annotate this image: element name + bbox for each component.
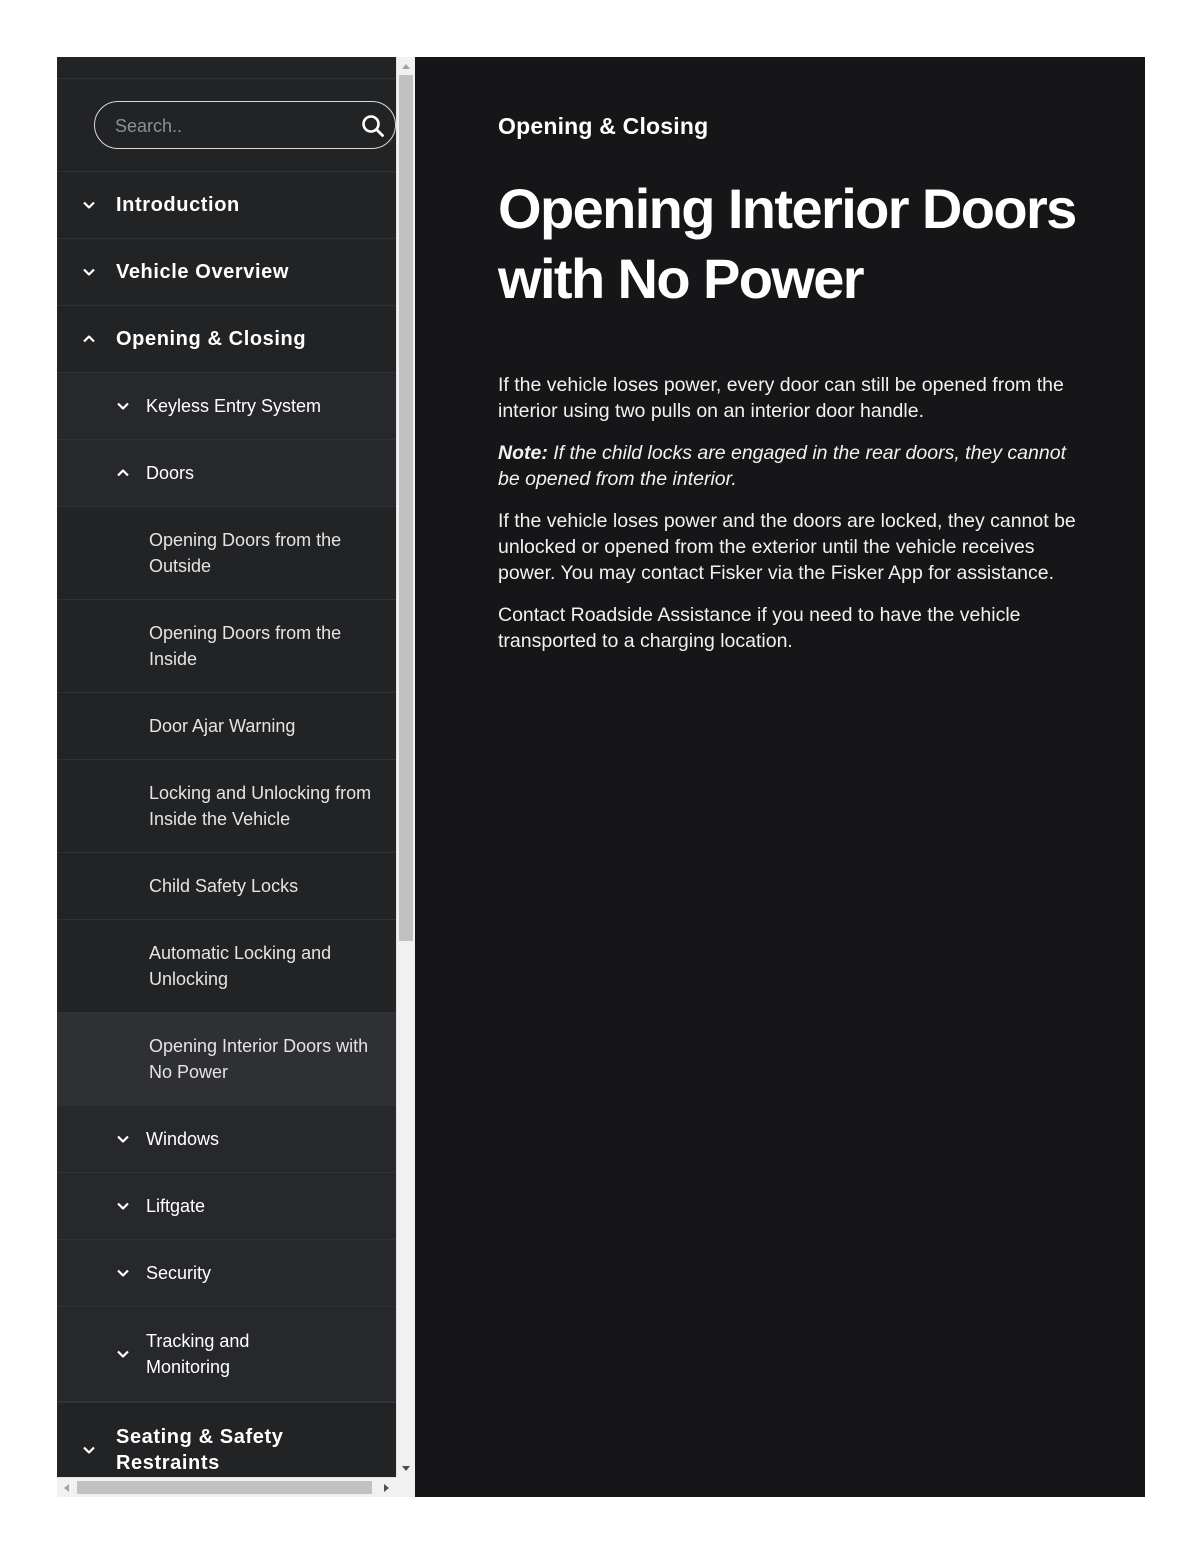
app-frame [57,57,1145,1497]
sidebar-nav [57,57,396,1477]
sidebar-page-label: Opening Interior Doors with No Power [149,1036,369,1082]
sidebar-page-locking-unlocking-inside[interactable] [57,760,396,853]
sidebar-item-label: Seating & Safety Restraints [116,1425,284,1474]
note-paragraph [498,440,1078,492]
sidebar-subitem-label: Tracking and Monitoring [146,1331,250,1377]
scroll-left-arrow-icon[interactable] [57,1478,75,1497]
sidebar-page-label: Opening Doors from the Outside [149,530,342,576]
sidebar-page-automatic-locking[interactable] [57,920,396,1013]
sidebar-subitem-label: Doors [146,463,195,483]
chevron-up-icon [115,465,131,481]
sidebar-item-opening-closing[interactable] [57,306,396,373]
vertical-scroll-thumb[interactable] [399,75,413,941]
scroll-down-arrow-icon[interactable] [397,1460,415,1477]
search-input[interactable] [113,112,347,140]
sidebar-vertical-scrollbar[interactable] [396,57,415,1477]
paragraph-roadside: Contact Roadside Assistance if you need to have the vehicle transported to a charging location. [498,604,1021,652]
sidebar-top-strip [57,57,396,79]
note-label: Note: [498,442,548,464]
sidebar-page-child-safety-locks[interactable] [57,853,396,920]
sidebar-subitem-tracking-monitoring[interactable] [57,1307,396,1402]
sidebar-subitem-keyless-entry[interactable] [57,373,396,440]
scroll-up-arrow-icon[interactable] [397,57,415,74]
sidebar-page-opening-doors-outside[interactable] [57,507,396,600]
sidebar-page-label: Automatic Locking and Unlocking [149,943,332,989]
scroll-right-arrow-icon[interactable] [378,1478,396,1497]
sidebar-page-label: Opening Doors from the Inside [149,623,342,669]
note-text: If the child locks are engaged in the rear doors, they cannot be opened from the interior. [498,442,1066,490]
sidebar-page-label: Locking and Unlocking from Inside the Vehicle [149,783,372,829]
chevron-down-icon [115,1265,131,1281]
article-body [498,372,1078,670]
sidebar-subitem-label: Liftgate [146,1196,206,1216]
sidebar-page-opening-doors-inside[interactable] [57,600,396,693]
sidebar-subitem-label: Windows [146,1129,220,1149]
chevron-down-icon [81,197,97,213]
sidebar-item-vehicle-overview[interactable] [57,239,396,306]
sidebar-subitem-windows[interactable] [57,1106,396,1173]
sidebar-horizontal-scrollbar[interactable] [57,1477,396,1497]
sidebar-page-label: Door Ajar Warning [149,716,296,736]
chevron-up-icon [81,331,97,347]
search-container [57,79,396,172]
search-box[interactable] [94,101,396,149]
sidebar-page-door-ajar-warning[interactable] [57,693,396,760]
sidebar-subitem-label: Keyless Entry System [146,396,322,416]
breadcrumb[interactable]: Opening & Closing [498,113,709,139]
sidebar-item-seating-safety[interactable] [57,1402,396,1477]
sidebar-subitem-liftgate[interactable] [57,1173,396,1240]
paragraph-power-loss: If the vehicle loses power, every door can still be opened from the interior using two pulls on an interior door handle. [498,374,1064,422]
chevron-down-icon [81,264,97,280]
paragraph-locked-doors: If the vehicle loses power and the doors are locked, they cannot be unlocked or opened from the exterior until the vehicle receives power. You may contact Fisker via the Fisker App for assistance. [498,510,1076,584]
page-title: Opening Interior Doors with No Power [498,177,1076,310]
chevron-down-icon [115,398,131,414]
chevron-down-icon [81,1442,97,1458]
sidebar-item-label: Vehicle Overview [116,260,290,283]
sidebar-subitem-security[interactable] [57,1240,396,1307]
sidebar-page-label: Child Safety Locks [149,876,299,896]
chevron-down-icon [115,1131,131,1147]
chevron-down-icon [115,1198,131,1214]
sidebar-item-label: Opening & Closing [116,327,307,350]
sidebar-page-interior-doors-no-power[interactable] [57,1013,396,1106]
search-icon[interactable] [361,114,385,138]
sidebar-item-label: Introduction [116,193,240,216]
chevron-down-icon [115,1346,131,1362]
sidebar-subitem-label: Security [146,1263,212,1283]
horizontal-scroll-thumb[interactable] [77,1481,372,1494]
scrollbar-corner [396,1477,415,1497]
sidebar-item-introduction[interactable] [57,172,396,239]
sidebar-subitem-doors[interactable] [57,440,396,507]
